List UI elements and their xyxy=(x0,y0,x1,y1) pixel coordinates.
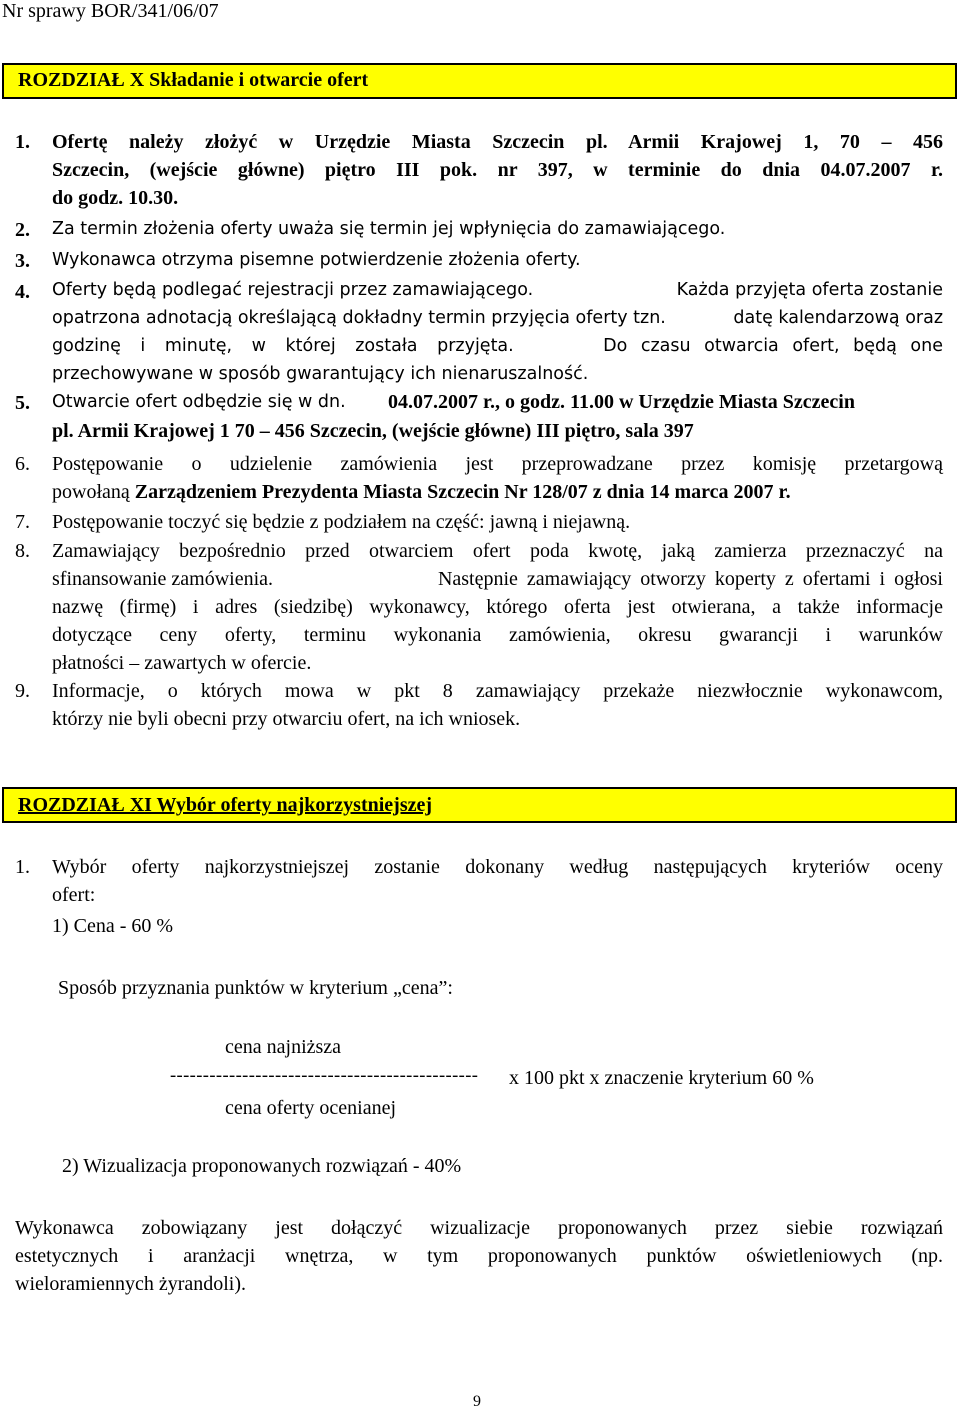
criterion-visualization: 2) Wizualizacja proponowanych rozwiązań - 40% xyxy=(62,1155,462,1177)
item-line: godzinę i minutę, w której została przyjęta. xyxy=(52,336,514,356)
item-line: płatności – zawartych w ofercie. xyxy=(52,652,312,674)
page-number: 9 xyxy=(473,1393,481,1410)
list-item-2-number: 2. xyxy=(15,219,30,241)
item-number: 9. xyxy=(15,680,30,702)
item-number: 1. xyxy=(15,131,30,153)
chapter-11-item-1 xyxy=(15,856,943,912)
list-item-6 xyxy=(15,453,943,509)
formula-multiplier: x 100 pkt x znaczenie kryterium 60 % xyxy=(509,1067,814,1089)
regulation-reference: Zarządzeniem Prezydenta Miasta Szczecin Nr 128/07 z dnia 14 marca 2007 r. xyxy=(134,481,791,503)
criterion-price: 1) Cena - 60 % xyxy=(52,915,174,937)
list-item-9 xyxy=(15,680,943,736)
scoring-method-label: Sposób przyznania punktów w kryterium „cena”: xyxy=(58,977,453,999)
chapter-11-title xyxy=(2,787,957,823)
list-item-5-number: 5. xyxy=(15,392,30,414)
note-line: wieloramiennych żyrandoli). xyxy=(15,1273,247,1295)
list-item-2: Za termin złożenia oferty uważa się termin jej wpłynięcia do zamawiającego. xyxy=(52,219,726,239)
list-item-3: Wykonawca otrzyma pisemne potwierdzenie złożenia oferty. xyxy=(52,250,581,270)
list-item-7: Postępowanie toczyć się będzie z podziałem na część: jawną i niejawną. xyxy=(52,511,631,533)
list-item-4 xyxy=(52,280,943,390)
list-item-8 xyxy=(15,540,943,680)
list-item-5-line: Otwarcie ofert odbędzie się w dn. xyxy=(52,392,346,412)
list-item-5-line: pl. Armii Krajowej 1 70 – 456 Szczecin, (wejście główne) III piętro, sala 397 xyxy=(52,420,694,442)
item-line: ofert: xyxy=(52,884,96,906)
item-number: 8. xyxy=(15,540,30,562)
item-line: Do czasu otwarcia ofert, będą one xyxy=(603,336,943,356)
item-line: Wybór oferty najkorzystniejszej zostanie dokonany według następujących kryteriów oceny xyxy=(52,856,943,878)
item-line: Ofertę należy złożyć w Urzędzie Miasta Szczecin pl. Armii Krajowej 1, 70 – 456 xyxy=(52,131,943,153)
visualization-note xyxy=(15,1217,943,1303)
item-line: Zamawiający bezpośrednio przed otwarciem ofert poda kwotę, jaką zamierza przeznaczyć na xyxy=(52,540,943,562)
item-line: nazwę (firmę) i adres (siedzibę) wykonawcy, którego oferta jest otwierana, a także informacje xyxy=(52,596,943,618)
item-line: sfinansowanie zamówienia. xyxy=(52,568,274,590)
chapter-11-title-text: ROZDZIAŁ XI Wybór oferty najkorzystniejszej xyxy=(18,794,433,816)
item-line: przechowywane w sposób gwarantujący ich nienaruszalność. xyxy=(52,364,589,384)
item-number: 6. xyxy=(15,453,30,475)
formula-denominator: cena oferty ocenianej xyxy=(225,1097,397,1119)
note-line: Wykonawca zobowiązany jest dołączyć wizualizacje proponowanych przez siebie rozwiązań xyxy=(15,1217,943,1239)
item-line: Postępowanie o udzielenie zamówienia jest przeprowadzane przez komisję przetargową xyxy=(52,453,943,475)
formula-fraction-line: ----------------------------------------------- xyxy=(170,1066,479,1086)
list-item-1 xyxy=(15,131,943,221)
item-line: którzy nie byli obecni przy otwarciu ofert, na ich wniosek. xyxy=(52,708,521,730)
item-line: Informacje, o których mowa w pkt 8 zamawiający przekaże niezwłocznie wykonawcom, xyxy=(52,680,943,702)
item-line: Następnie zamawiający otworzy koperty z ofertami i ogłosi xyxy=(437,568,943,590)
list-item-4-number: 4. xyxy=(15,281,30,303)
chapter-10-title: ROZDZIAŁ X Składanie i otwarcie ofert xyxy=(2,63,957,99)
item-line: Oferty będą podlegać rejestracji przez zamawiającego. xyxy=(52,280,534,300)
list-item-5-line: 04.07.2007 r., o godz. 11.00 w Urzędzie Miasta Szczecin xyxy=(388,391,855,413)
item-line: Szczecin, (wejście główne) piętro III pok. nr 397, w terminie do dnia 04.07.2007 r. xyxy=(52,159,943,181)
note-line: estetycznych i aranżacji wnętrza, w tym proponowanych punktów oświetleniowych (np. xyxy=(15,1245,943,1267)
item-line: do godz. 10.30. xyxy=(52,187,179,209)
formula-numerator: cena najniższa xyxy=(225,1036,342,1058)
list-item-3-number: 3. xyxy=(15,250,30,272)
item-number: 1. xyxy=(15,856,30,878)
item-line: dotyczące ceny oferty, terminu wykonania zamówienia, okresu gwarancji i warunków xyxy=(52,624,943,646)
item-line: datę kalendarzową oraz xyxy=(733,308,943,328)
item-line: opatrzona adnotacją określającą dokładny termin przyjęcia oferty tzn. xyxy=(52,308,666,328)
case-number: Nr sprawy BOR/341/06/07 xyxy=(2,0,219,22)
item-line: Każda przyjęta oferta zostanie xyxy=(676,280,943,300)
item-line: powołaną xyxy=(52,481,130,503)
list-item-7-number: 7. xyxy=(15,511,30,533)
